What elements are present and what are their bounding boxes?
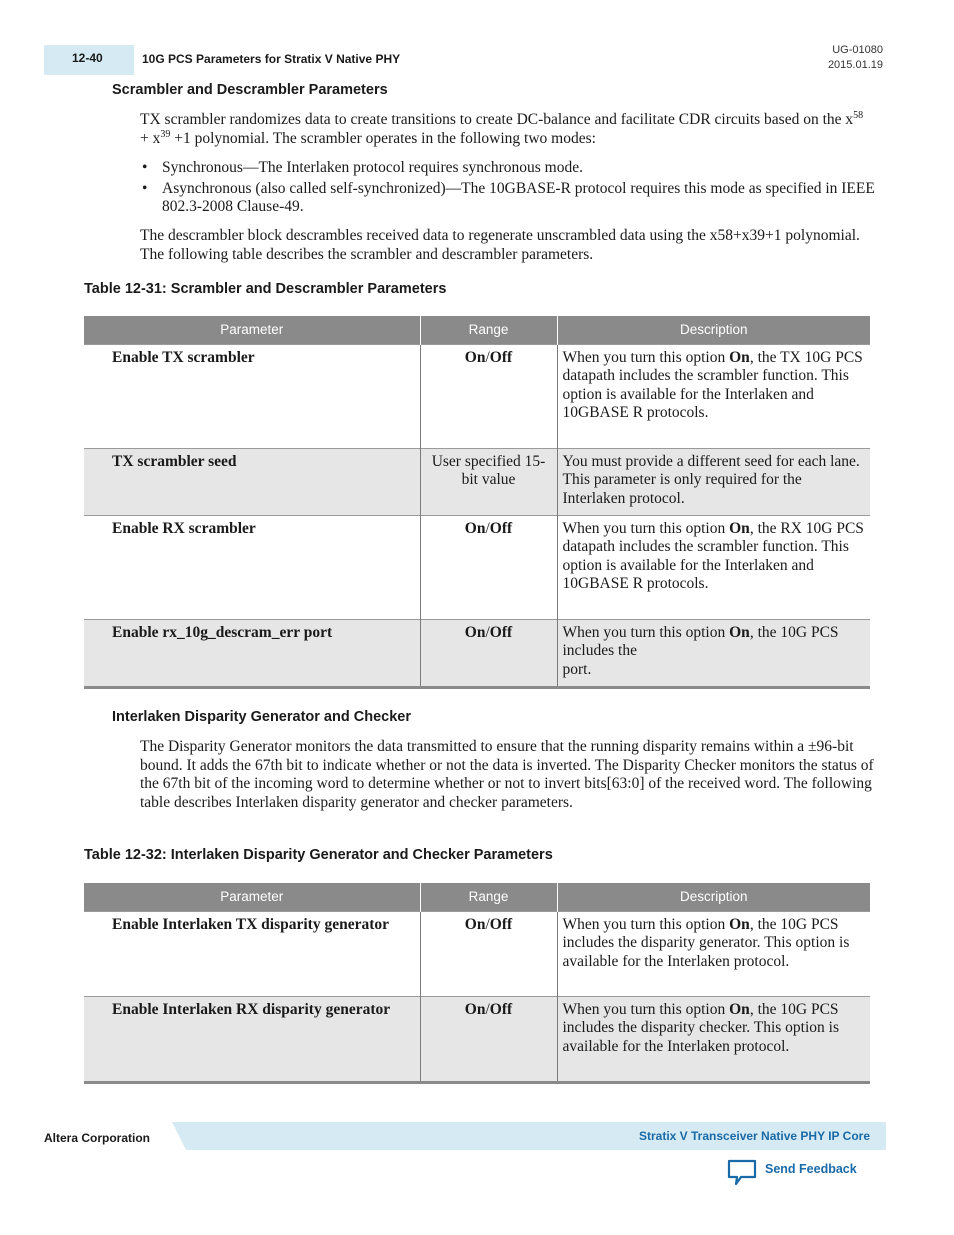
table-row	[84, 515, 870, 619]
scrambler-intro-paragraph	[140, 111, 875, 148]
parameter-cell: Enable Interlaken TX disparity generator	[84, 911, 420, 996]
table-row	[84, 996, 870, 1082]
range-cell: On/Off	[420, 344, 557, 448]
scrambler-modes-list	[140, 159, 875, 219]
table-caption-12-31: Table 12-31: Scrambler and Descrambler Parameters	[84, 281, 447, 297]
disparity-paragraph: The Disparity Generator monitors the data transmitted to ensure that the running disparity remains within a ±96-bit bound. It adds the 67th bit to indicate whether or not the data is inverted. The Disparity Checker monitors the status of the 67th bit of the incoming word to determine whether or not to invert bits[63:0] of the received word. The following table describes Interlaken disparity generator and checker parameters.	[140, 738, 874, 811]
column-header-range: Range	[420, 883, 557, 911]
description-cell: When you turn this option On, the TX 10G PCS datapath includes the scrambler function. This option is available for the Interlaken and 10GBASE R protocols.	[557, 344, 870, 448]
range-cell: On/Off	[420, 619, 557, 687]
description-cell: When you turn this option On, the 10G PCS includes the disparity checker. This option is available for the Interlaken protocol.	[557, 996, 870, 1082]
section-heading-scrambler: Scrambler and Descrambler Parameters	[112, 82, 388, 98]
doc-id-block	[828, 43, 883, 73]
description-cell: When you turn this option On, the RX 10G PCS datapath includes the scrambler function. This option is available for the Interlaken and 10GBASE R protocols.	[557, 515, 870, 619]
intro-sup-1: 58	[853, 110, 864, 121]
description-cell: You must provide a different seed for each lane. This parameter is only required for the Interlaken protocol.	[557, 448, 870, 515]
range-cell: User specified 15-bit value	[420, 448, 557, 515]
table-caption-12-32: Table 12-32: Interlaken Disparity Generator and Checker Parameters	[84, 847, 553, 863]
range-cell: On/Off	[420, 515, 557, 619]
description-cell: When you turn this option On, the 10G PCS includes the port.	[557, 619, 870, 687]
table-row	[84, 911, 870, 996]
parameter-cell: Enable Interlaken RX disparity generator	[84, 996, 420, 1082]
parameter-cell: TX scrambler seed	[84, 448, 420, 515]
disparity-parameters-table	[84, 883, 870, 1084]
table-row	[84, 619, 870, 687]
range-cell: On/Off	[420, 911, 557, 996]
send-feedback-link[interactable]: Send Feedback	[765, 1162, 857, 1176]
column-header-description: Description	[557, 883, 870, 911]
parameter-cell: Enable rx_10g_descram_err port	[84, 619, 420, 687]
footer-company: Altera Corporation	[44, 1131, 151, 1145]
table-header-row	[84, 883, 870, 911]
intro-text-1: TX scrambler randomizes data to create transitions to create DC-balance and facilitate CDR circuits based on the x	[140, 111, 854, 128]
parameter-cell: Enable RX scrambler	[84, 515, 420, 619]
table-header-row	[84, 316, 870, 344]
descrambler-paragraph: The descrambler block descrambles received data to regenerate unscrambled data using the x58+x39+1 polynomial. The following table describes the scrambler and descrambler parameters.	[140, 227, 860, 263]
scrambler-parameters-table	[84, 316, 870, 689]
footer-product-link[interactable]: Stratix V Transceiver Native PHY IP Core	[638, 1129, 870, 1143]
column-header-parameter: Parameter	[84, 316, 420, 344]
doc-id: UG-01080	[832, 44, 883, 56]
description-cell: When you turn this option On, the 10G PCS includes the disparity generator. This option is available for the Interlaken protocol.	[557, 911, 870, 996]
intro-text-3: +1 polynomial. The scrambler operates in the following two modes:	[170, 129, 596, 147]
range-cell: On/Off	[420, 996, 557, 1082]
speech-bubble-icon[interactable]	[726, 1158, 758, 1188]
running-header-title: 10G PCS Parameters for Stratix V Native PHY	[142, 52, 401, 66]
column-header-range: Range	[420, 316, 557, 344]
doc-date: 2015.01.19	[827, 59, 883, 71]
column-header-description: Description	[557, 316, 870, 344]
intro-text-2: + x	[140, 129, 161, 147]
list-item: • Asynchronous (also called self-synchronized)—The 10GBASE-R protocol requires this mode as specified in IEEE 802.3-2008 Clause-49.	[140, 180, 875, 217]
section-heading-disparity: Interlaken Disparity Generator and Checker	[112, 709, 411, 725]
table-row	[84, 344, 870, 448]
intro-sup-2: 39	[160, 128, 171, 140]
column-header-parameter: Parameter	[84, 883, 420, 911]
table-row	[84, 448, 870, 515]
page-number: 12-40	[72, 51, 103, 65]
parameter-cell: Enable TX scrambler	[84, 344, 420, 448]
list-item: • Synchronous—The Interlaken protocol requires synchronous mode.	[140, 159, 875, 178]
